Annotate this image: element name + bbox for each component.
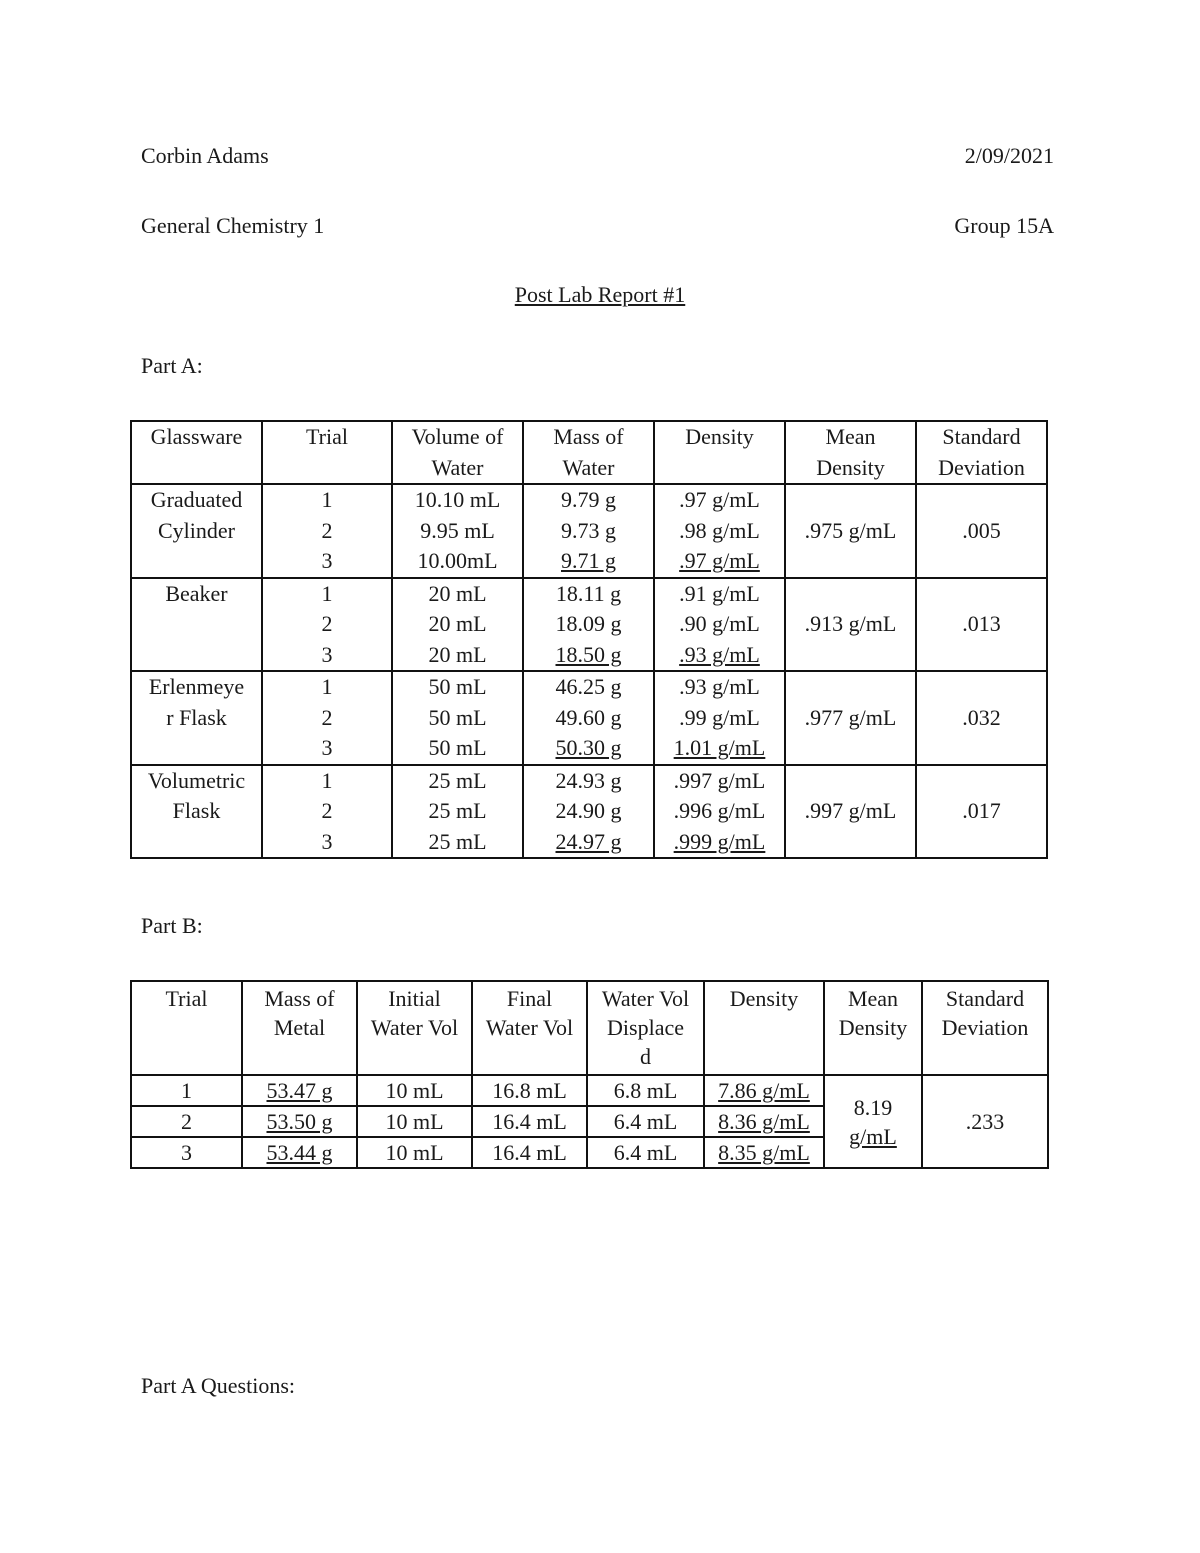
trial-value: 1	[321, 487, 333, 512]
cell-value: 8.36 g/mL	[718, 1109, 810, 1134]
data-cell	[357, 1075, 472, 1106]
densitie-cell	[654, 671, 785, 765]
column-header-text: Trial	[165, 986, 208, 1011]
column-header-text: Density	[838, 1015, 908, 1040]
glassware-name: Graduated	[150, 487, 243, 512]
densitie-value: .93 g/mL	[679, 674, 760, 699]
report-date: 2/09/2021	[964, 143, 1054, 168]
volume-value: 20 mL	[428, 641, 487, 667]
masse-value: 9.73 g	[561, 517, 616, 543]
masse-cell	[523, 578, 654, 672]
volume-value: 25 mL	[428, 828, 487, 854]
data-cell	[472, 1137, 587, 1168]
masse-cell	[523, 765, 654, 859]
volume-cell	[392, 578, 523, 672]
group-label: Group 15A	[954, 213, 1054, 238]
course-name: General Chemistry 1	[141, 213, 325, 238]
volume-value: 50 mL	[428, 674, 487, 699]
data-cell	[587, 1137, 704, 1168]
column-header-text: Density	[729, 986, 799, 1011]
data-cell	[357, 1137, 472, 1168]
table-header-row	[131, 981, 1048, 1075]
table-header-row	[131, 421, 1047, 484]
column-header	[131, 421, 262, 484]
mean-density-cell	[785, 765, 916, 859]
densitie-value: .99 g/mL	[679, 704, 760, 730]
trial-cell	[262, 578, 392, 672]
cell-value: 2	[181, 1109, 192, 1134]
cell-value: 16.8 mL	[492, 1078, 567, 1103]
std-dev-cell	[916, 671, 1047, 765]
densitie-value: 1.01 g/mL	[673, 735, 766, 760]
cell-value: 10 mL	[385, 1140, 444, 1165]
mean-density-value: .997 g/mL	[804, 798, 897, 823]
trial-value: 1	[321, 767, 333, 793]
table-row	[131, 671, 1047, 765]
data-cell	[242, 1075, 357, 1106]
trial-value: 3	[321, 735, 333, 760]
masse-value: 9.79 g	[561, 487, 616, 512]
column-header-text: Displace	[607, 1015, 684, 1040]
part-a-questions-label: Part A Questions:	[141, 1373, 296, 1398]
column-header	[523, 421, 654, 484]
glassware-cell	[131, 671, 262, 765]
volume-value: 25 mL	[428, 767, 487, 793]
volume-value: 50 mL	[428, 735, 487, 760]
trial-value: 3	[321, 548, 333, 573]
column-header-text: Density	[685, 424, 754, 449]
mean-density-value: .913 g/mL	[804, 611, 897, 636]
part-a-table	[130, 420, 1048, 859]
std-dev-cell	[916, 765, 1047, 859]
column-header-text: Deviation	[941, 1015, 1029, 1040]
densitie-value: .97 g/mL	[679, 548, 760, 573]
glassware-cell	[131, 578, 262, 672]
densitie-cell	[654, 484, 785, 578]
column-header	[357, 981, 472, 1075]
column-header-text: Standard	[942, 424, 1021, 449]
std-dev-value: .005	[962, 517, 1001, 543]
column-header	[587, 981, 704, 1075]
glassware-cell	[131, 765, 262, 859]
column-header	[242, 981, 357, 1075]
column-header	[654, 421, 785, 484]
glassware-name: Volumetric	[147, 767, 246, 793]
student-name: Corbin Adams	[141, 143, 269, 168]
column-header	[824, 981, 922, 1075]
report-title: Post Lab Report #1	[514, 282, 686, 307]
trial-cell	[262, 484, 392, 578]
cell-value: 6.4 mL	[613, 1109, 678, 1134]
cell-value: 53.44 g	[266, 1140, 333, 1165]
trial-cell	[262, 671, 392, 765]
column-header	[472, 981, 587, 1075]
part-a-label: Part A:	[141, 353, 203, 378]
densitie-value: .93 g/mL	[679, 641, 760, 667]
volume-value: 9.95 mL	[420, 517, 495, 543]
trial-value: 1	[321, 580, 333, 606]
masse-value: 18.09 g	[555, 611, 622, 636]
table-row	[131, 484, 1047, 578]
column-header-text: d	[640, 1044, 651, 1069]
table-row	[131, 765, 1047, 859]
std-dev-cell	[916, 578, 1047, 672]
densitie-value: .97 g/mL	[679, 487, 760, 512]
masse-value: 50.30 g	[555, 735, 622, 760]
column-header-text: Trial	[306, 424, 348, 449]
trial-value: 3	[321, 641, 333, 667]
column-header-text: Final	[506, 986, 553, 1011]
column-header-text: Standard	[945, 986, 1025, 1011]
data-cell	[704, 1106, 824, 1137]
column-header-text: Water Vol	[485, 1015, 574, 1040]
cell-value: 10 mL	[385, 1109, 444, 1134]
data-cell	[472, 1106, 587, 1137]
table-row	[131, 1075, 1048, 1106]
trial-value: 2	[321, 704, 333, 730]
glassware-name: Cylinder	[158, 517, 235, 543]
densitie-value: .91 g/mL	[679, 580, 760, 606]
column-header	[262, 421, 392, 484]
data-cell	[587, 1075, 704, 1106]
column-header-text: Water Vol	[601, 986, 690, 1011]
trial-value: 2	[321, 798, 333, 823]
volume-value: 10.10 mL	[414, 487, 501, 512]
column-header	[392, 421, 523, 484]
data-cell	[242, 1137, 357, 1168]
data-cell	[357, 1106, 472, 1137]
masse-cell	[523, 484, 654, 578]
column-header-text: Glassware	[150, 424, 243, 449]
densitie-value: .90 g/mL	[679, 611, 760, 636]
cell-value: 3	[181, 1140, 192, 1165]
trial-value: 2	[321, 517, 333, 543]
densitie-cell	[654, 765, 785, 859]
glassware-name: Flask	[172, 798, 221, 823]
cell-value: 1	[181, 1078, 192, 1103]
densitie-cell	[654, 578, 785, 672]
volume-value: 20 mL	[428, 580, 487, 606]
glassware-name: Beaker	[165, 580, 228, 606]
table-row	[131, 578, 1047, 672]
data-cell	[704, 1137, 824, 1168]
data-cell	[131, 1075, 242, 1106]
column-header-text: Mean	[825, 424, 876, 449]
volume-cell	[392, 671, 523, 765]
column-header	[916, 421, 1047, 484]
column-header-text: Water Vol	[370, 1015, 459, 1040]
trial-value: 1	[321, 674, 333, 699]
column-header-text: Volume of	[411, 424, 504, 449]
mean-density-cell	[785, 671, 916, 765]
mean-density-cell	[824, 1075, 922, 1168]
column-header-text: Water	[431, 454, 484, 480]
trial-cell	[262, 765, 392, 859]
column-header	[704, 981, 824, 1075]
cell-value: 6.8 mL	[613, 1078, 678, 1103]
column-header-text: Metal	[273, 1015, 326, 1040]
densitie-value: .98 g/mL	[679, 517, 760, 543]
data-cell	[131, 1137, 242, 1168]
mean-density-value: .975 g/mL	[804, 517, 897, 543]
data-cell	[131, 1106, 242, 1137]
cell-value: 53.47 g	[266, 1078, 333, 1103]
std-dev-cell	[922, 1075, 1048, 1168]
masse-value: 24.97 g	[555, 828, 622, 854]
mean-density-value: .977 g/mL	[804, 704, 897, 730]
cell-value: 16.4 mL	[492, 1109, 567, 1134]
glassware-name: Erlenmeye	[148, 674, 245, 699]
volume-cell	[392, 484, 523, 578]
data-cell	[704, 1075, 824, 1106]
masse-value: 18.11 g	[555, 580, 622, 606]
cell-value: 10 mL	[385, 1078, 444, 1103]
cell-value: 7.86 g/mL	[718, 1078, 810, 1103]
column-header-text: Mass of	[553, 424, 624, 449]
masse-value: 24.90 g	[555, 798, 622, 823]
glassware-name: r Flask	[166, 704, 227, 730]
mean-density-value: g/mL	[849, 1123, 897, 1149]
masse-value: 18.50 g	[555, 641, 622, 667]
mean-density-value: 8.19	[853, 1094, 893, 1120]
densitie-value: .996 g/mL	[673, 798, 766, 823]
column-header-text: Mean	[847, 986, 899, 1011]
data-cell	[242, 1106, 357, 1137]
cell-value: 8.35 g/mL	[718, 1140, 810, 1165]
part-b-table	[130, 980, 1049, 1169]
glassware-cell	[131, 484, 262, 578]
trial-value: 2	[321, 611, 333, 636]
column-header-text: Initial	[388, 986, 441, 1011]
volume-cell	[392, 765, 523, 859]
densitie-value: .999 g/mL	[673, 828, 766, 854]
volume-value: 10.00mL	[417, 548, 498, 573]
column-header-text: Deviation	[938, 454, 1025, 480]
mean-density-cell	[785, 578, 916, 672]
mean-density-cell	[785, 484, 916, 578]
masse-value: 46.25 g	[555, 674, 622, 699]
column-header	[131, 981, 242, 1075]
column-header	[922, 981, 1048, 1075]
volume-value: 20 mL	[428, 611, 487, 636]
volume-value: 50 mL	[428, 704, 487, 730]
column-header	[785, 421, 916, 484]
trial-value: 3	[321, 828, 333, 854]
masse-cell	[523, 671, 654, 765]
cell-value: 16.4 mL	[492, 1140, 567, 1165]
masse-value: 49.60 g	[555, 704, 622, 730]
std-dev-cell	[916, 484, 1047, 578]
std-dev-value: .017	[962, 798, 1001, 823]
column-header-text: Mass of	[264, 986, 335, 1011]
cell-value: 6.4 mL	[613, 1140, 678, 1165]
data-cell	[472, 1075, 587, 1106]
volume-value: 25 mL	[428, 798, 487, 823]
column-header-text: Water	[562, 454, 615, 480]
std-dev-value: .032	[962, 704, 1001, 730]
data-cell	[587, 1106, 704, 1137]
std-dev-value: .013	[962, 611, 1001, 636]
part-b-label: Part B:	[141, 913, 203, 938]
cell-value: 53.50 g	[266, 1109, 333, 1134]
densitie-value: .997 g/mL	[673, 767, 766, 793]
std-dev-value: .233	[965, 1109, 1005, 1134]
masse-value: 24.93 g	[555, 767, 622, 793]
masse-value: 9.71 g	[561, 548, 616, 573]
column-header-text: Density	[816, 454, 885, 480]
